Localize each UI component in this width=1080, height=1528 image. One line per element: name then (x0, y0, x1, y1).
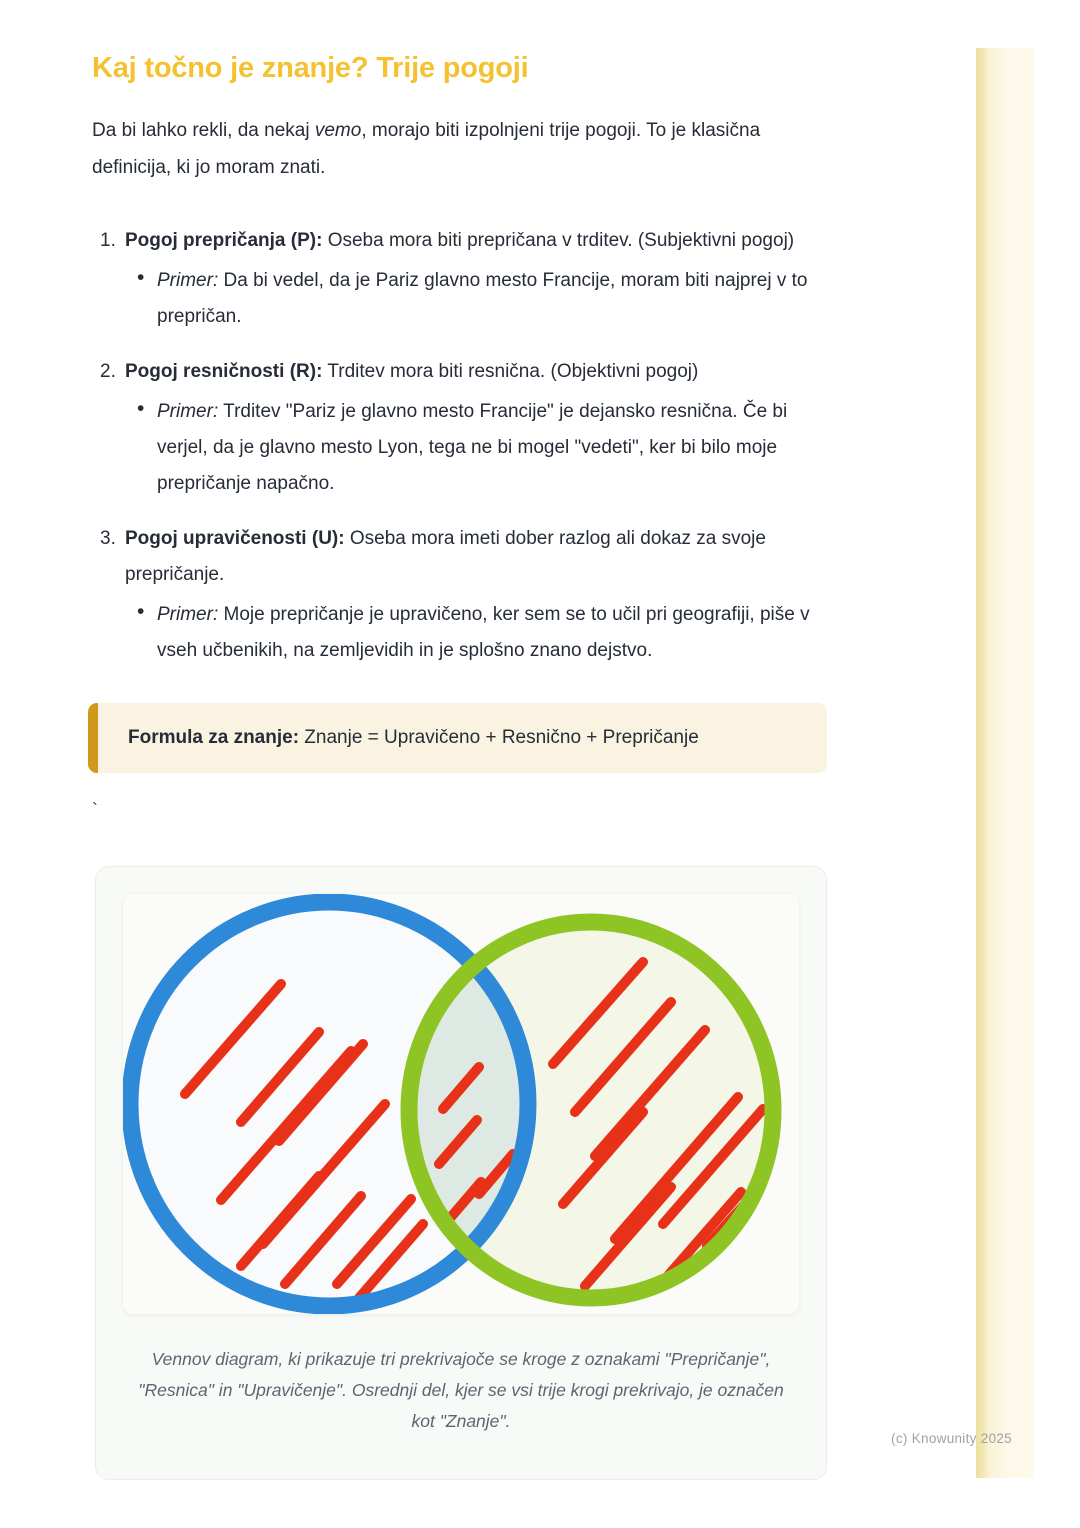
venn-diagram-svg (123, 894, 799, 1314)
list-item (92, 223, 832, 335)
example-label: Primer: (157, 401, 219, 422)
conditions-list (92, 223, 832, 669)
example-text: Trditev "Pariz je glavno mesto Francije" je dejansko resnična. Če bi verjel, da je glavno mesto Lyon, tega ne bi mogel "vedeti", ker bi bilo moje prepričanje napačno. (157, 401, 788, 494)
figure-caption: Vennov diagram, ki prikazuje tri prekrivajoče se kroge z oznakami "Prepričanje", "Resnica" in "Upravičenje". Osrednji del, kjer se vsi trije krogi prekrivajo, je označen kot "Znanje". (138, 1349, 784, 1431)
intro-italic-word: vemo (314, 120, 362, 141)
formula-label: Formula za znanje: (128, 727, 300, 748)
intro-paragraph (92, 112, 832, 186)
example-bullet (125, 597, 832, 669)
bullet-dot-icon: • (137, 600, 145, 623)
item-title: Pogoj upravičenosti (U): (125, 528, 345, 549)
intro-text-before: Da bi lahko rekli, da nekaj (92, 120, 315, 141)
formula-callout (88, 703, 827, 773)
list-item (92, 521, 832, 669)
bullet-dot-icon: • (137, 266, 145, 289)
item-text: Trditev mora biti resnična. (Objektivni pogoj) (322, 361, 699, 382)
document-body (92, 52, 832, 1480)
item-text: Oseba mora imeti dober razlog ali dokaz za svoje prepričanje. (125, 528, 766, 585)
venn-diagram-image (123, 894, 799, 1314)
copyright-footer: (c) Knowunity 2025 (891, 1431, 1012, 1446)
example-label: Primer: (157, 604, 219, 625)
example-bullet (125, 394, 832, 502)
example-text: Da bi vedel, da je Pariz glavno mesto Francije, moram biti najprej v to prepričan. (157, 270, 808, 327)
example-label: Primer: (157, 270, 219, 291)
formula-text: Znanje = Upravičeno + Resnično + Prepričanje (299, 727, 699, 748)
figure-card (95, 866, 827, 1480)
example-bullet (125, 263, 832, 335)
item-text: Oseba mora biti prepričana v trditev. (Subjektivni pogoj) (322, 230, 795, 251)
page-title: Kaj točno je znanje? Trije pogoji (92, 52, 529, 84)
item-title: Pogoj prepričanja (P): (125, 230, 323, 251)
notebook-margin-stripe (976, 48, 1034, 1478)
item-number: 1. (100, 230, 116, 251)
item-number: 3. (100, 528, 116, 549)
item-number: 2. (100, 361, 116, 382)
example-text: Moje prepričanje je upravičeno, ker sem se to učil pri geografiji, piše v vseh učbenikih, na zemljevidih in je splošno znano dejstvo. (157, 604, 810, 661)
bullet-dot-icon: • (137, 397, 145, 420)
item-title: Pogoj resničnosti (R): (125, 361, 323, 382)
stray-backtick: ` (92, 800, 98, 820)
list-item (92, 354, 832, 502)
intro-text-after: , morajo biti izpolnjeni trije pogoji. To je klasična definicija, ki jo moram znati. (92, 120, 761, 178)
